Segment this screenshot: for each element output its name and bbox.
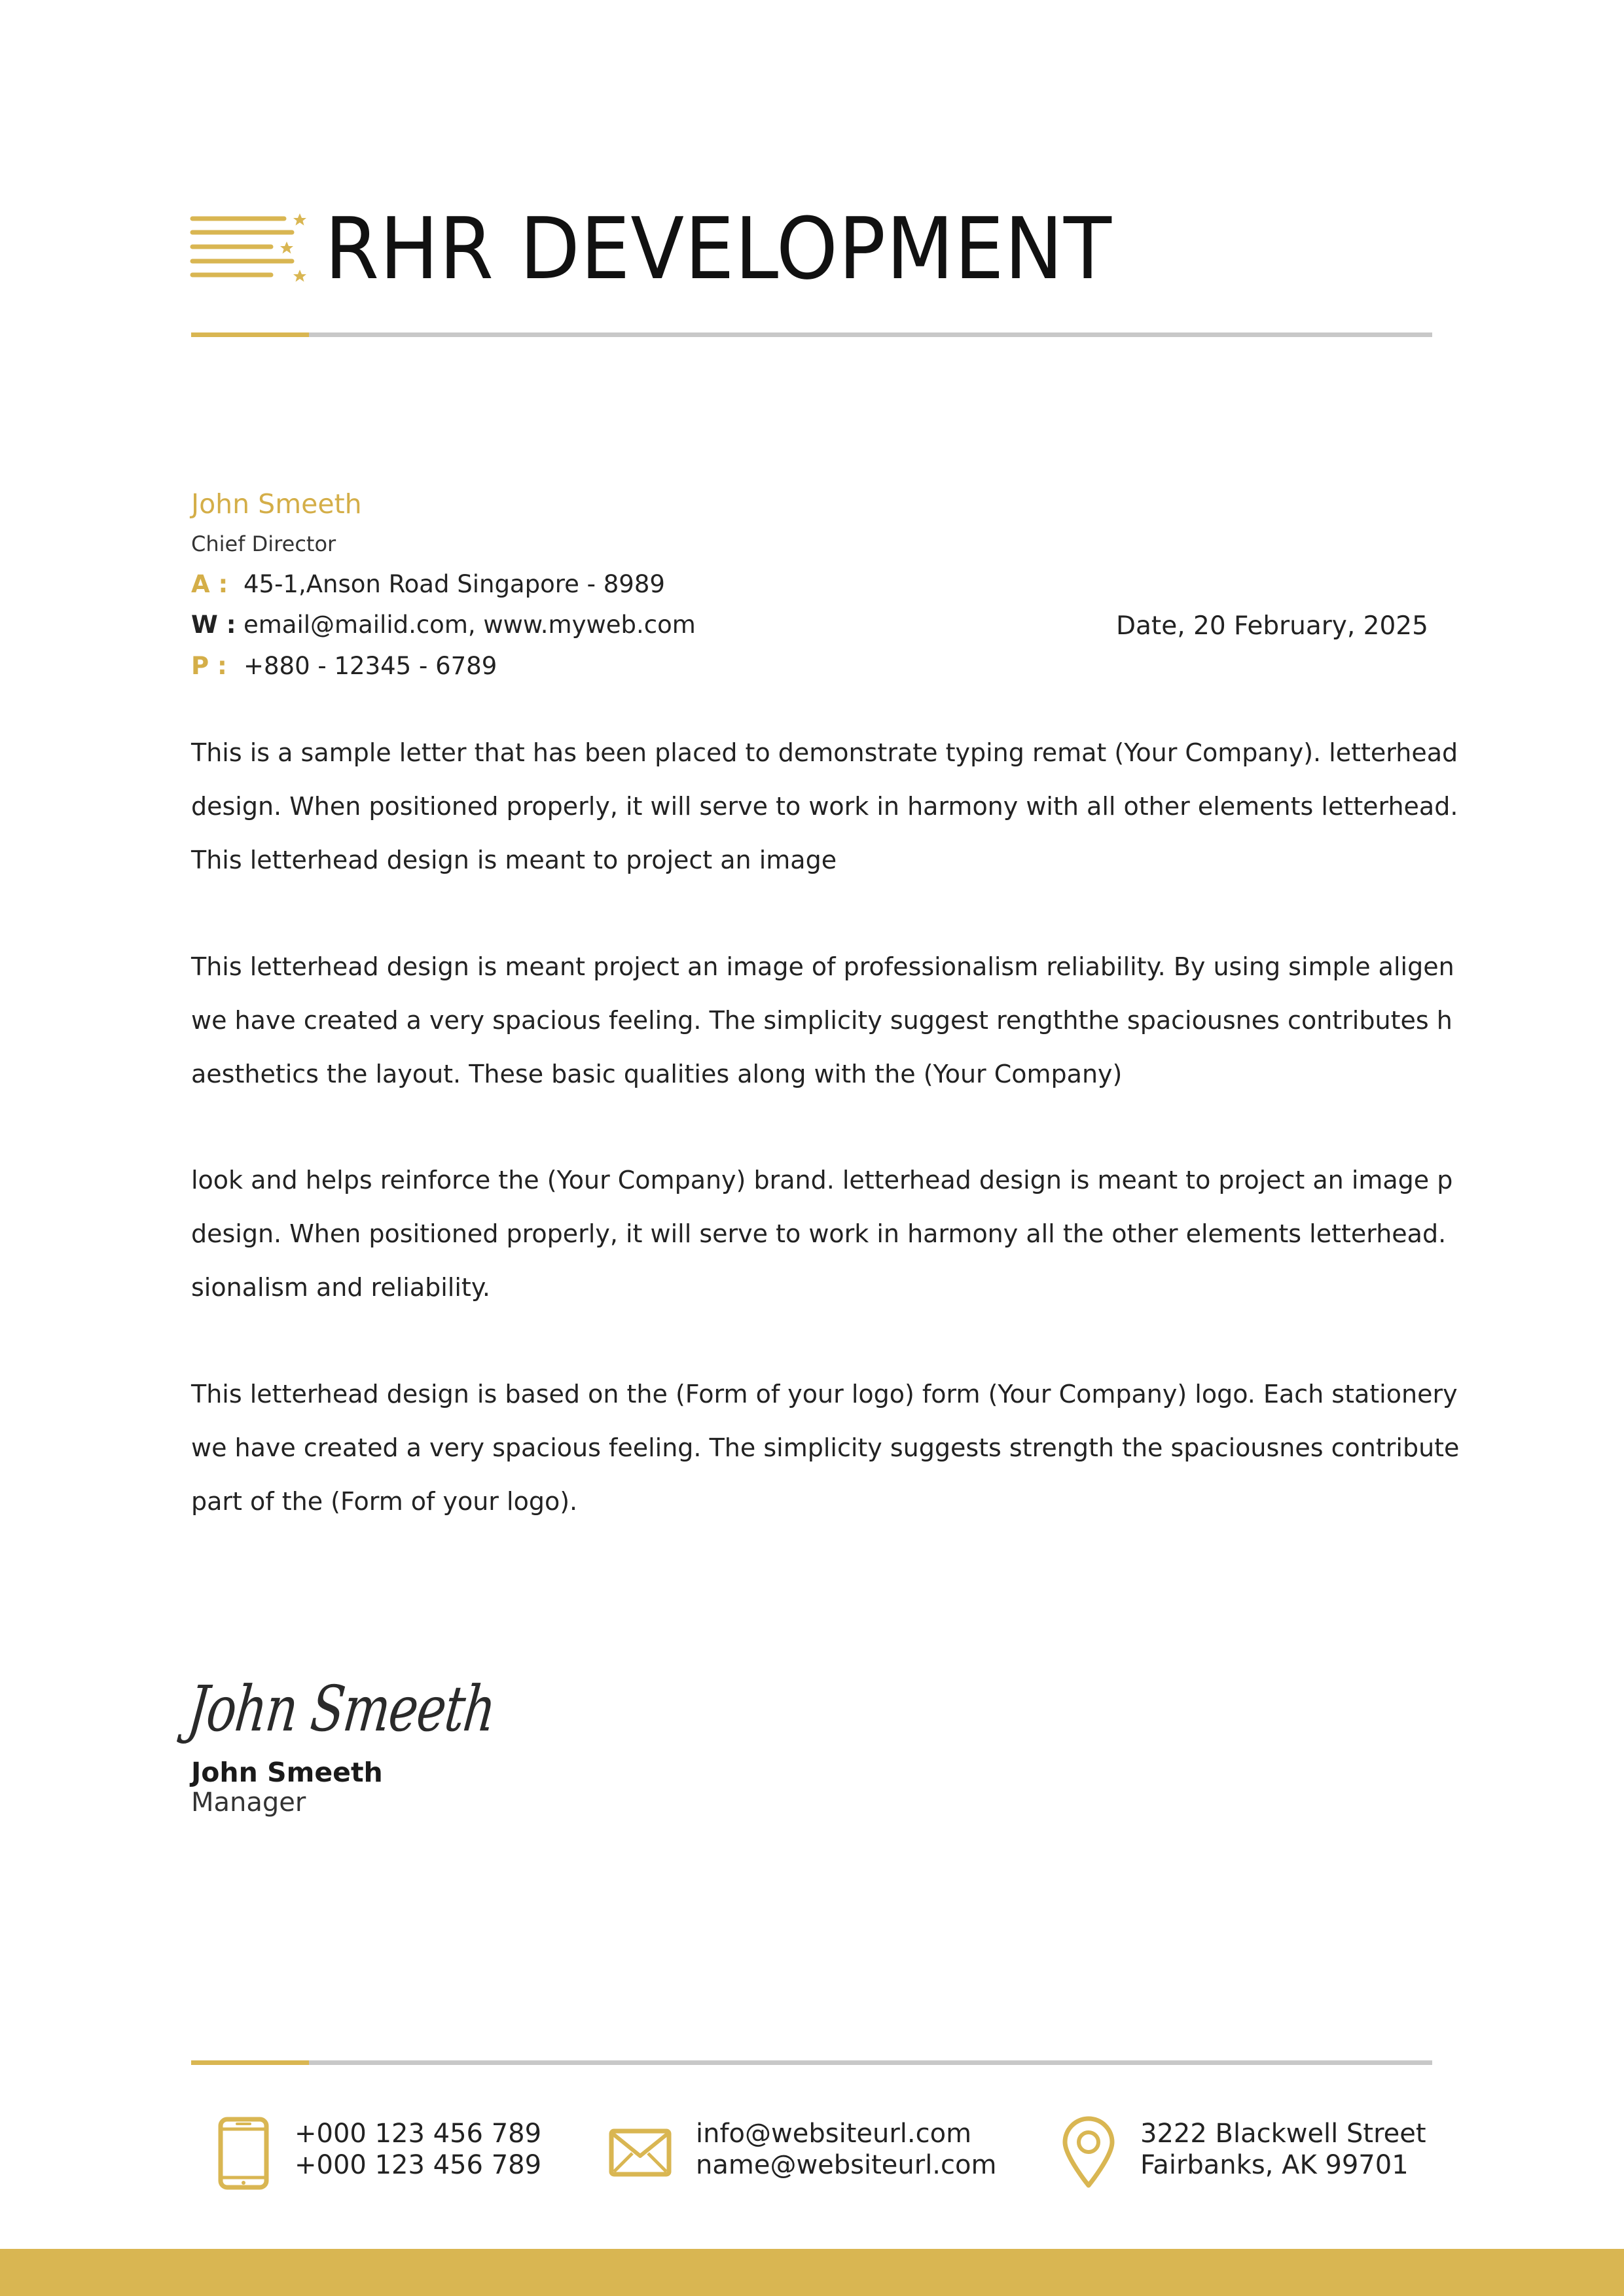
footer-email-line: name@websiteurl.com (696, 2150, 997, 2180)
company-name: RHR DEVELOPMENT (325, 199, 1112, 298)
body-line: This letterhead design is meant to project an image (191, 846, 837, 874)
footer-email (696, 2118, 996, 2181)
body-paragraph (191, 940, 1454, 1101)
footer-email-line: info@websiteurl.com (696, 2119, 972, 2149)
sender-address: 45-1,Anson Road Singapore - 8989 (244, 570, 665, 598)
footer-rule (191, 2060, 1432, 2065)
sender-address-line (191, 570, 665, 598)
sender-phone-line (191, 652, 497, 680)
sender-phone: +880 - 12345 - 6789 (244, 652, 497, 680)
sender-web-line (191, 611, 696, 639)
body-line: design. When positioned properly, it will serve to work in harmony all the other elements letterhead. (191, 1219, 1447, 1248)
footer-address (1140, 2118, 1426, 2181)
sender-name: John Smeeth (191, 488, 362, 520)
body-line: This letterhead design is meant project an image of professionalism reliability. By using simple aligen (191, 952, 1454, 981)
body-paragraph (191, 1367, 1460, 1528)
body-line: we have created a very spacious feeling. The simplicity suggests strength the spaciousnes contribute (191, 1433, 1460, 1462)
address-label: A : (191, 570, 228, 598)
body-line: design. When positioned properly, it will serve to work in harmony with all other elements letterhead. (191, 792, 1458, 821)
footer-rule-accent (191, 2060, 309, 2065)
body-line: This letterhead design is based on the (Form of your logo) form (Your Company) logo. Each stationery (191, 1380, 1458, 1408)
map-pin-icon (1061, 2116, 1116, 2189)
body-line: look and helps reinforce the (Your Company) brand. letterhead design is meant to project an image p (191, 1166, 1453, 1194)
web-label: W : (191, 611, 236, 639)
smartphone-icon (217, 2116, 270, 2191)
signer-name: John Smeeth (191, 1757, 383, 1788)
logo-icon (190, 211, 308, 283)
body-line: aesthetics the layout. These basic qualities along with the (Your Company) (191, 1060, 1123, 1088)
sender-web: email@mailid.com, www.myweb.com (244, 611, 696, 639)
header-rule-accent (191, 332, 309, 337)
body-line: This is a sample letter that has been placed to demonstrate typing remat (Your Company). letterhead (191, 738, 1458, 767)
phone-label: P : (191, 652, 227, 680)
footer-phone-line: +000 123 456 789 (295, 2150, 542, 2180)
envelope-icon (609, 2128, 672, 2177)
footer-address-line: Fairbanks, AK 99701 (1140, 2150, 1409, 2180)
body-paragraph (191, 726, 1458, 887)
handwritten-signature: John Smeeth (184, 1672, 499, 1746)
footer-phone (295, 2118, 541, 2181)
letter-date: Date, 20 February, 2025 (1116, 611, 1428, 641)
sender-title: Chief Director (191, 531, 336, 556)
body-line: sionalism and reliability. (191, 1273, 490, 1302)
footer-accent-bar (0, 2249, 1624, 2296)
body-line: we have created a very spacious feeling. The simplicity suggest rengththe spaciousnes contributes h (191, 1006, 1453, 1035)
body-line: part of the (Form of your logo). (191, 1487, 578, 1516)
body-paragraph (191, 1153, 1454, 1314)
signer-role: Manager (191, 1787, 306, 1818)
header-rule (191, 332, 1432, 337)
footer-phone-line: +000 123 456 789 (295, 2119, 542, 2149)
footer-address-line: 3222 Blackwell Street (1140, 2119, 1426, 2149)
